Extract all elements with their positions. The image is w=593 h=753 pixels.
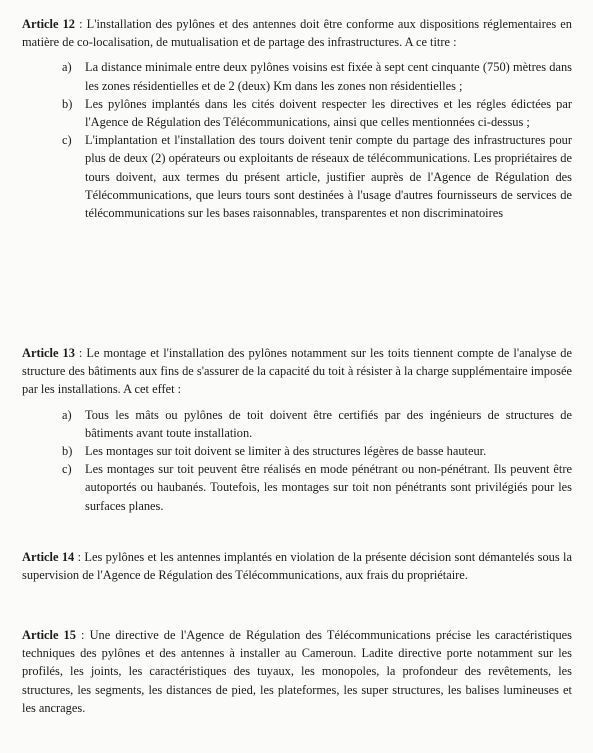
list-item: a) Tous les mâts ou pylônes de toit doivent être certifiés par des ingénieurs de structures de bâtiments avant toute installation. — [62, 407, 572, 440]
article-15-intro: Article 15 : Une directive de l'Agence de Régulation des Télécommunications précise les caractéristiques techniques des pylônes et des antennes à installer au Cameroun. Ladite directive porte notamment sur les profilés, les joints, les caractéristiques des tuyaux, les monopoles, la profondeur des revêtements, les structures, les segments, les distances de pied, les plateformes, les super structures, les balises lumineuses et les ancrages. — [22, 628, 572, 715]
article-13-list — [22, 406, 572, 515]
article-14-label: Article 14 — [22, 550, 75, 564]
list-marker: c) — [62, 462, 72, 477]
list-marker: c) — [62, 133, 72, 148]
article-12-list — [22, 58, 572, 222]
article-12 — [22, 15, 572, 222]
article-15 — [22, 626, 572, 717]
article-12-intro: Article 12 : L'installation des pylônes et des antennes doit être conforme aux dispositions réglementaires en matière de co-localisation, de mutualisation et de partage des infrastructures. A ce titre : — [22, 17, 572, 50]
article-14 — [22, 548, 572, 584]
list-item: a) La distance minimale entre deux pylônes voisins est fixée à sept cent cinquante (750) mètres dans les zones résidentielles et de 2 (deux) Km dans les zones non résidentielles ; — [62, 60, 572, 93]
list-item: b) Les pylônes implantés dans les cités doivent respecter les directives et les régles édictées par l'Agence de Régulation des Télécommunications, ainsi que celles mentionnées ci-dessus ; — [62, 96, 572, 130]
article-12-label: Article 12 — [22, 17, 75, 31]
list-marker: b) — [62, 444, 73, 459]
article-13-intro: Article 13 : Le montage et l'installation des pylônes notamment sur les toits tiennent compte de l'analyse de structure des bâtiments aux fins de s'assurer de la capacité du toit à résister à la charge supplémentaire imposée par les installations. A cet effet : — [22, 346, 572, 397]
list-item: c) L'implantation et l'installation des tours doivent tenir compte du partage des infrastructures pour plus de deux (2) opérateurs ou exploitants de réseaux de télécommunications. Les propriétaires de tours doivent, aux termes du présent article, justifier auprès de l'Agence de Régulation des Télécommunications, que leurs tours sont destinées à l'usage d'autres fournisseurs de services de télécommunications sur les bases raisonnables, transparentes et non discriminatoires — [62, 133, 572, 221]
article-14-intro: Article 14 : Les pylônes et les antennes implantés en violation de la présente décision sont démantelés sous la supervision de l'Agence de Régulation des Télécommunications, aux frais du propriétaire. — [22, 550, 573, 583]
article-13 — [22, 344, 572, 515]
article-13-label: Article 13 — [22, 346, 75, 360]
list-item: b) Les montages sur toit doivent se limiter à des structures légères de basse hauteur. — [22, 442, 572, 460]
list-marker: a) — [62, 60, 72, 75]
list-marker: a) — [62, 407, 72, 422]
article-15-label: Article 15 — [22, 628, 76, 642]
list-marker: b) — [62, 96, 73, 111]
list-item: c) Les montages sur toit peuvent être réalisés en mode pénétrant ou non-pénétrant. Ils peuvent être autoportés ou haubanés. Toutefois, les montages sur toit non pénétrants sont privilégiés pour les surfaces planes. — [62, 462, 572, 513]
